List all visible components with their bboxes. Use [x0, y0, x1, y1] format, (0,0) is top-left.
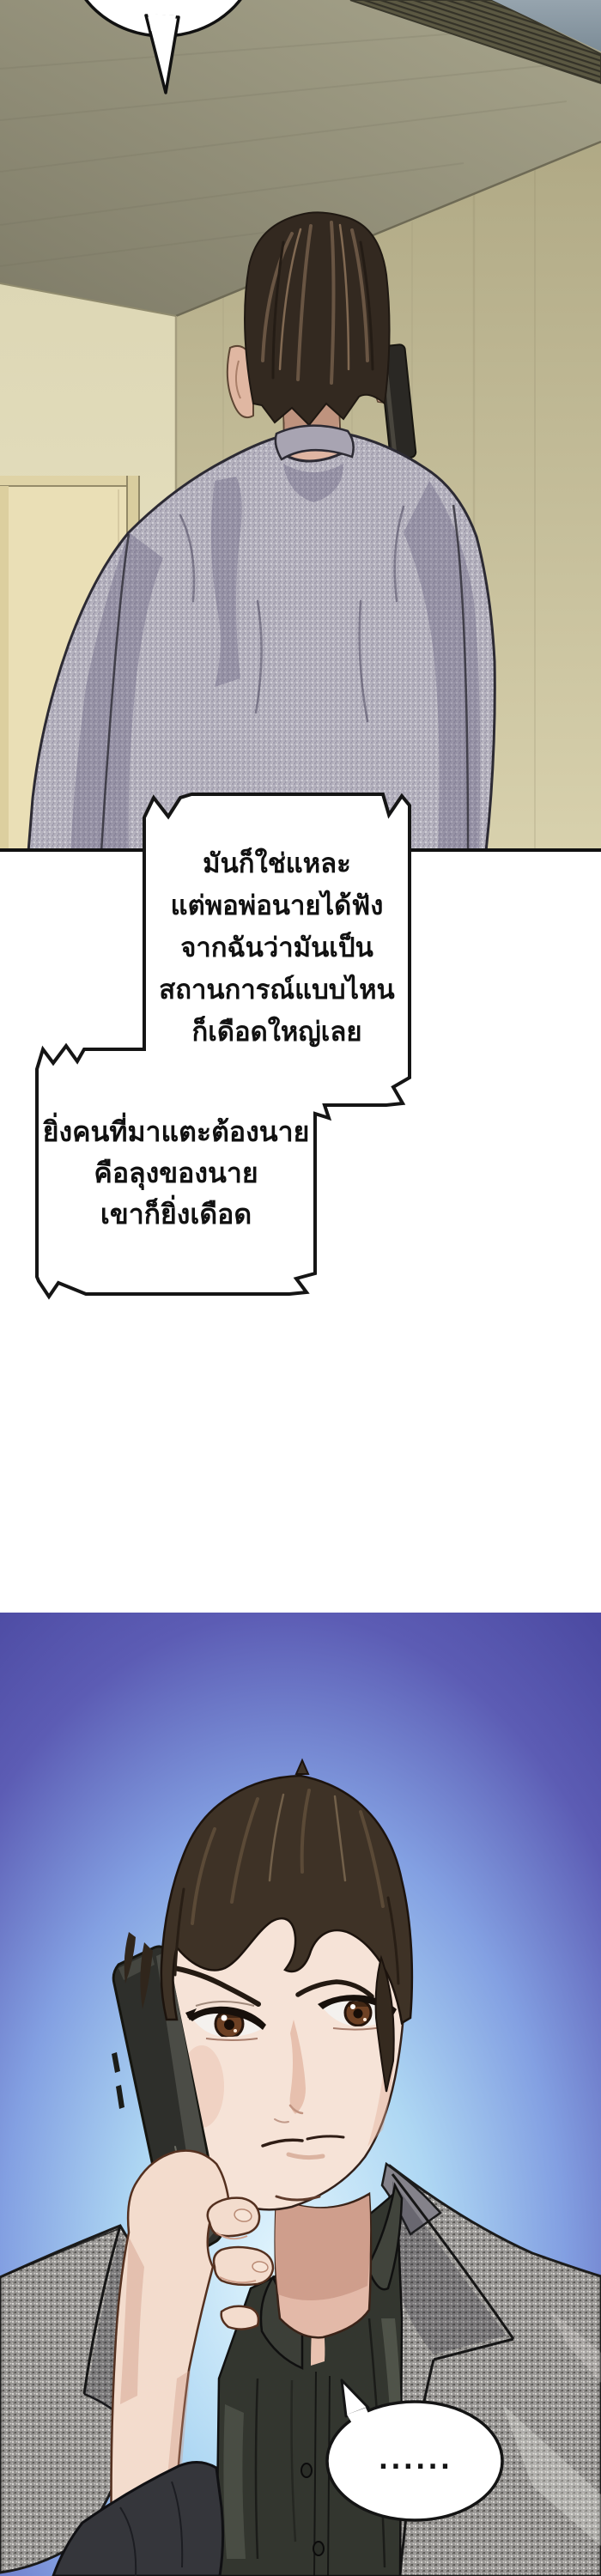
- shirt-button: [313, 2542, 324, 2555]
- dialogue-line: สถานการณ์แบบไหน: [159, 975, 395, 1005]
- hair: [245, 212, 390, 425]
- dialogue-line: จากฉันว่ามันเป็น: [180, 933, 373, 963]
- speech-bubble-top: [52, 0, 275, 112]
- panel-1: [0, 0, 601, 852]
- dialogue-line: ก็เดือดใหญ่เลย: [191, 1017, 362, 1048]
- dialogue-line: มันก็ใช่แหละ: [203, 848, 351, 879]
- dialogue-line: เขาก็ยิ่งเดือด: [100, 1198, 252, 1230]
- panel-1-illustration: [0, 0, 601, 852]
- dialogue-line: ยิ่งคนที่มาแตะต้องนาย: [42, 1115, 310, 1148]
- dialogue-line: แต่พอพ่อนายได้ฟัง: [170, 890, 384, 921]
- panel-2: [0, 1613, 601, 2576]
- ellipsis-text: ......: [378, 2445, 453, 2476]
- shirt-button: [301, 2464, 312, 2477]
- neck: [275, 2194, 371, 2337]
- panel-2-illustration: [0, 1613, 601, 2576]
- dialogue-line: คือลุงของนาย: [94, 1157, 258, 1189]
- speech-bubble-angry-1-text: [144, 843, 410, 1054]
- speech-bubble-angry-2-text: [39, 1111, 313, 1235]
